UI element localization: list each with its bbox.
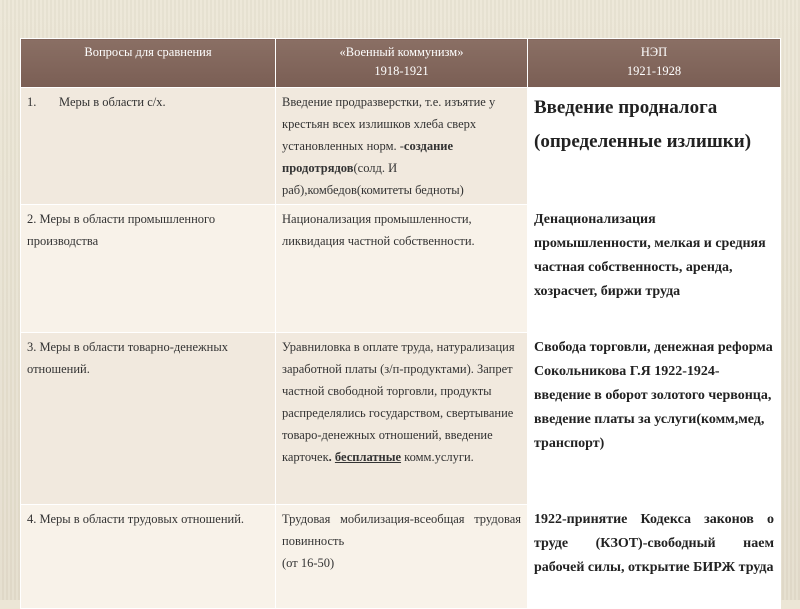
war-text: Трудовая мобилизация-всеобщая трудовая повинность <box>282 512 521 548</box>
question-cell <box>21 333 276 505</box>
war-text: Уравниловка в оплате труда, натурализация заработной платы (з/п-продуктами). Запрет частной свободной торговли, продукты распределялись государством, свертывание товаро-денежных отношений, введение карточек <box>282 340 515 464</box>
question-text: Меры в области с/х. <box>59 95 166 109</box>
header-row <box>21 39 781 88</box>
header-nep-title: НЭП <box>640 45 668 59</box>
header-war-communism-title: «Военный коммунизм» <box>339 45 464 59</box>
nep-text: Введение продналога (определенные излишки) <box>534 97 752 152</box>
question-text: 3. Меры в области товарно-денежных отношений. <box>27 340 229 376</box>
header-war-communism <box>276 39 528 88</box>
war-text-bold: создание продотрядов <box>282 139 454 175</box>
table-row-trade <box>21 333 781 505</box>
war-text-underlined: бесплатные <box>334 450 402 464</box>
question-text: 4. Меры в области трудовых отношений. <box>27 512 245 526</box>
table-row-agriculture <box>21 88 781 205</box>
question-cell <box>21 505 276 609</box>
nep-cell <box>528 505 781 609</box>
header-nep-years: 1921-1928 <box>626 64 682 78</box>
nep-cell <box>528 333 781 505</box>
nep-text: 1922-принятие Кодекса законов о труде (КЗОТ)-свободный наем рабочей силы, открытие БИРЖ труда <box>534 512 774 575</box>
nep-cell <box>528 205 781 333</box>
war-text-end: комм.услуги. <box>401 450 474 464</box>
question-text: 2. Меры в области промышленного производства <box>27 212 216 248</box>
header-questions <box>21 39 276 88</box>
war-text: Национализация промышленности, ликвидация частной собственности. <box>282 212 475 248</box>
question-cell <box>21 88 276 205</box>
war-communism-cell <box>276 333 528 505</box>
war-text-dot: . <box>328 450 332 464</box>
war-text: Введение продразверстки, т.е. изъятие у крестьян всех излишков хлеба сверх установленных норм. - <box>282 95 496 153</box>
war-communism-cell <box>276 505 528 609</box>
table-row-industry <box>21 205 781 333</box>
list-number: 1. <box>27 95 37 109</box>
table-row-labor <box>21 505 781 609</box>
nep-text: Свобода торговли, денежная реформа Сокольникова Г.Я 1922-1924-введение в оборот золотого червонца, введение платы за услуги(комм,мед, транспорт) <box>534 340 773 451</box>
war-communism-cell <box>276 88 528 205</box>
nep-cell <box>528 88 781 205</box>
header-war-communism-years: 1918-1921 <box>374 64 429 78</box>
war-text-end: (солд. И раб),комбедов(комитеты бедноты) <box>282 161 464 197</box>
header-nep <box>528 39 781 88</box>
war-text-end: (от 16-50) <box>282 556 335 570</box>
nep-text: Денационализация промышленности, мелкая и средняя частная собственность, аренда, хозрасчет, биржи труда <box>534 212 766 299</box>
comparison-table <box>20 38 781 609</box>
question-cell <box>21 205 276 333</box>
header-questions-label: Вопросы для сравнения <box>84 45 212 59</box>
war-communism-cell <box>276 205 528 333</box>
